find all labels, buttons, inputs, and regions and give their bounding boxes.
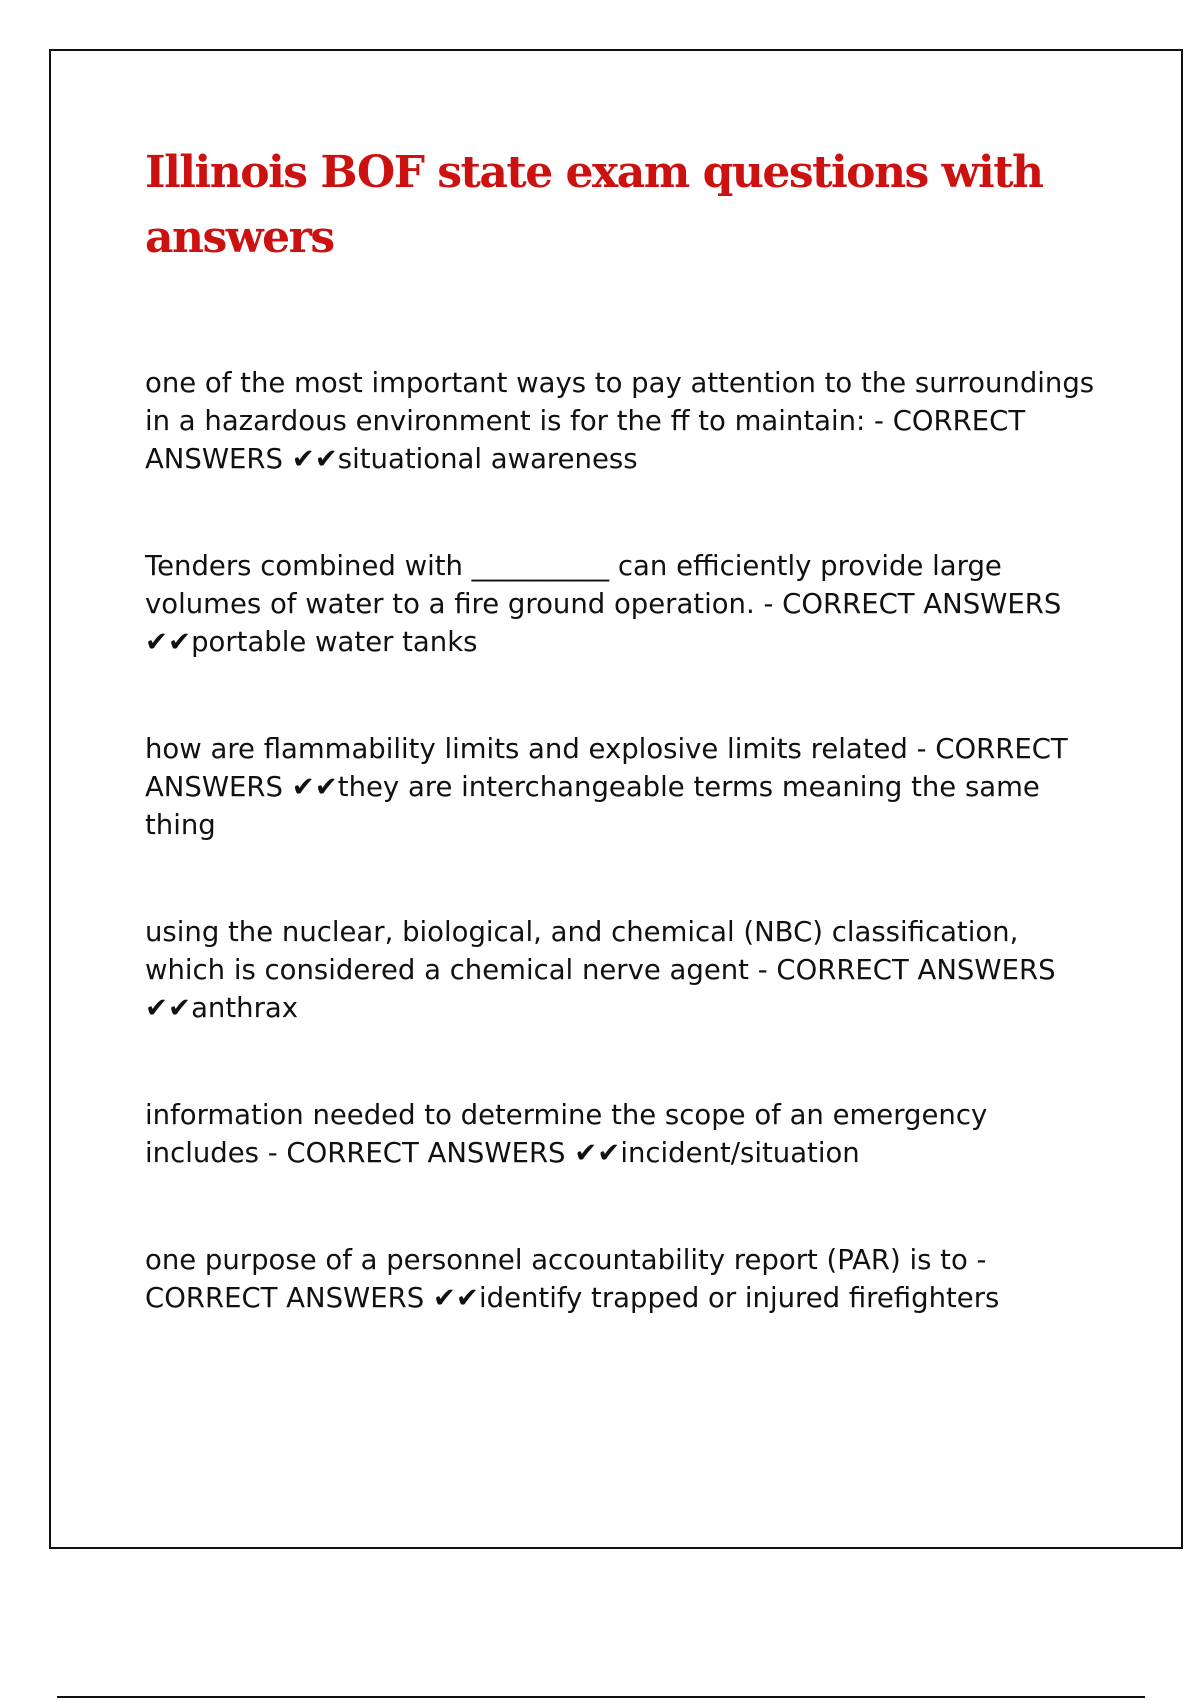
qa-item: one purpose of a personnel accountability report (PAR) is to - CORRECT ANSWERS ✔✔identify trapped or injured firefighters [145, 1244, 1000, 1314]
qa-item: information needed to determine the scope of an emergency includes - CORRECT ANSWERS ✔✔incident/situation [145, 1099, 988, 1169]
qa-item: how are flammability limits and explosive limits related - CORRECT ANSWERS ✔✔they are interchangeable terms meaning the same thing [145, 733, 1068, 841]
footer-divider [57, 1696, 1145, 1698]
qa-item: one of the most important ways to pay attention to the surroundings in a hazardous environment is for the ff to maintain: - CORRECT ANSWERS ✔✔situational awareness [145, 367, 1095, 475]
document-title: Illinois BOF state exam questions with answers [145, 147, 1043, 263]
qa-list [145, 364, 1105, 1386]
qa-item: Tenders combined with __________ can efficiently provide large volumes of water to a fire ground operation. - CORRECT ANSWERS ✔✔portable water tanks [145, 550, 1062, 658]
qa-item: using the nuclear, biological, and chemical (NBC) classification, which is considered a chemical nerve agent - CORRECT ANSWERS ✔✔anthrax [145, 916, 1056, 1024]
